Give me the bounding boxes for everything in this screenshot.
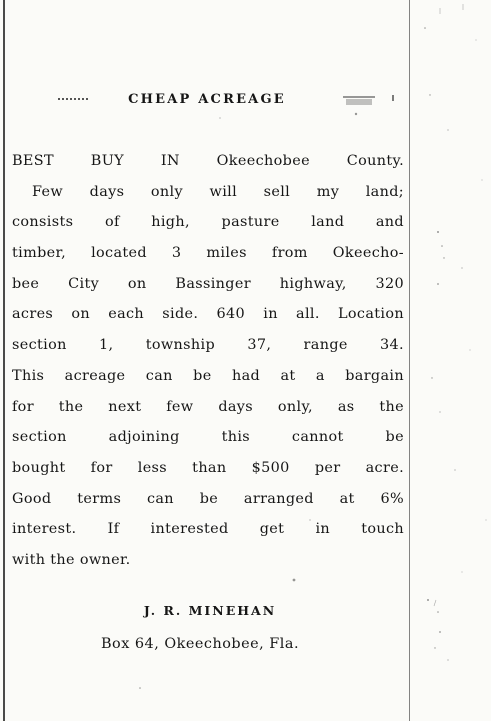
ad-line-9: for the next few days only, as the <box>12 398 404 415</box>
ad-line-13: interest. If interested get in touch <box>12 521 404 538</box>
ad-line-12: Good terms can be arranged at 6% <box>12 490 404 507</box>
ad-line-2: Few days only will sell my land; <box>32 183 404 200</box>
ad-line-1: BEST BUY IN Okeechobee County. <box>12 153 404 169</box>
ad-line-10: section adjoining this cannot be <box>12 429 404 446</box>
ad-line-14: with the owner. <box>12 551 131 568</box>
ad-body <box>12 146 404 576</box>
ad-line-4: timber, located 3 miles from Okeecho- <box>12 245 404 262</box>
ad-heading: CHEAP ACREAGE <box>128 92 286 107</box>
ad-line-7: section 1, township 37, range 34. <box>12 337 404 354</box>
heading-rule-left <box>58 98 88 102</box>
ad-line-6: acres on each side. 640 in all. Location <box>12 306 404 323</box>
ad-line-5: bee City on Bassinger highway, 320 <box>12 275 404 292</box>
heading-ink-smudge <box>342 93 396 107</box>
ad-line-3: consists of high, pasture land and <box>12 214 404 231</box>
ad-line-11: bought for less than $500 per acre. <box>12 459 404 476</box>
right-column-rule <box>409 0 410 721</box>
left-column-rule <box>3 0 5 721</box>
advertiser-name: J. R. MINEHAN <box>143 603 277 618</box>
advertiser-address: Box 64, Okeechobee, Fla. <box>100 636 300 652</box>
ad-line-8: This acreage can be had at a bargain <box>12 367 404 384</box>
